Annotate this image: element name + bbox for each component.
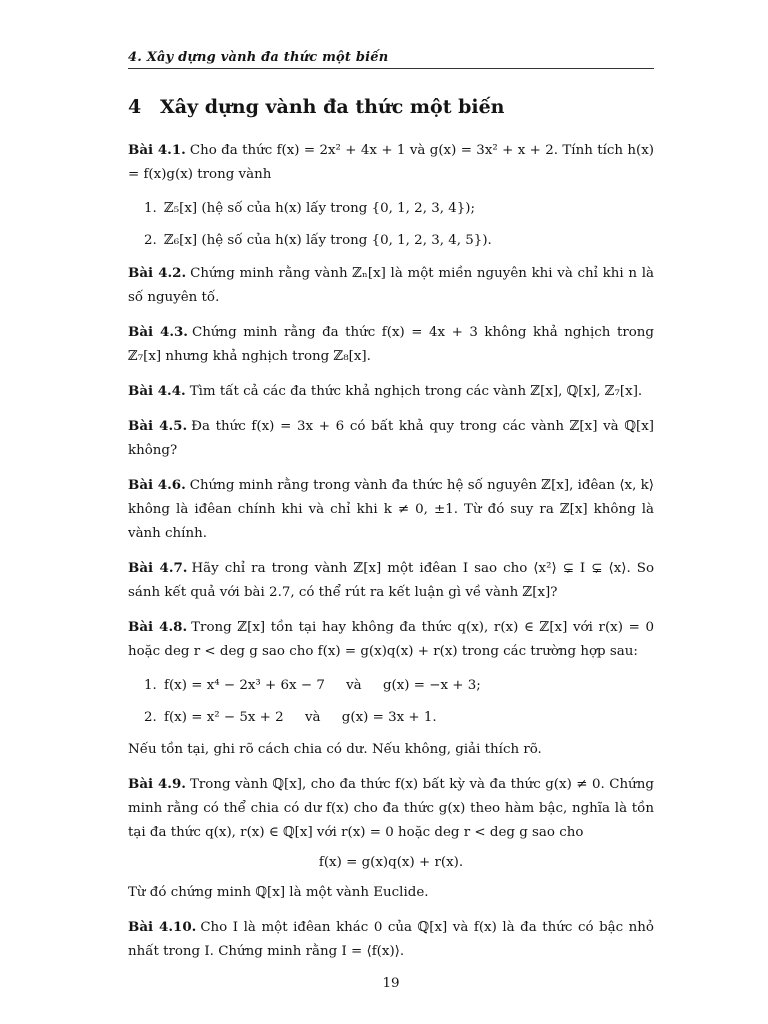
item-text: ℤ₆[x] (hệ số của h(x) lấy trong {0, 1, 2, 3, 4, 5}). — [164, 233, 492, 248]
exercise-4-4 — [128, 379, 654, 404]
exercise-label: Bài 4.5. — [128, 418, 188, 434]
list-item — [128, 197, 654, 221]
exercise-list — [128, 138, 654, 974]
display-equation: f(x) = g(x)q(x) + r(x). — [318, 855, 464, 870]
exercise-4-7 — [128, 556, 654, 605]
item-marker: 2. — [144, 710, 157, 725]
exercise-label: Bài 4.3. — [128, 324, 188, 340]
exercise-text: Cho I là một iđêan khác 0 của ℚ[x] và f(x) là đa thức có bậc nhỏ nhất trong I. Chứng minh rằng I = ⟨f(x)⟩. — [128, 920, 654, 959]
item-text: ℤ₅[x] (hệ số của h(x) lấy trong {0, 1, 2, 3, 4}); — [164, 201, 476, 216]
exercise-followup-text: Từ đó chứng minh ℚ[x] là một vành Euclide. — [128, 885, 429, 900]
section-number: 4 — [128, 96, 142, 118]
exercise-label: Bài 4.4. — [128, 383, 186, 399]
exercise-label: Bài 4.1. — [128, 142, 186, 158]
exercise-label: Bài 4.6. — [128, 477, 186, 493]
exercise-4-9 — [128, 772, 654, 905]
item-text: f(x) = x⁴ − 2x³ + 6x − 7 và g(x) = −x + 3; — [164, 678, 481, 693]
item-marker: 1. — [144, 201, 157, 216]
exercise-4-10 — [128, 915, 654, 964]
exercise-4-6 — [128, 473, 654, 546]
exercise-text: Tìm tất cả các đa thức khả nghịch trong các vành ℤ[x], ℚ[x], ℤ₇[x]. — [189, 384, 643, 399]
exercise-4-2 — [128, 261, 654, 310]
exercise-text: Chứng minh rằng vành ℤₙ[x] là một miền nguyên khi và chỉ khi n là số nguyên tố. — [128, 266, 654, 305]
list-item — [128, 674, 654, 698]
item-marker: 1. — [144, 678, 157, 693]
exercise-text: Đa thức f(x) = 3x + 6 có bất khả quy trong các vành ℤ[x] và ℚ[x] không? — [128, 419, 654, 458]
exercise-4-8 — [128, 615, 654, 762]
item-marker: 2. — [144, 233, 157, 248]
document-page — [128, 0, 654, 1024]
exercise-label: Bài 4.8. — [128, 619, 188, 635]
exercise-label: Bài 4.2. — [128, 265, 187, 281]
section-title-text: Xây dựng vành đa thức một biến — [160, 96, 505, 118]
running-head: 4. Xây dựng vành đa thức một biến — [128, 50, 654, 69]
exercise-text: Chứng minh rằng đa thức f(x) = 4x + 3 không khả nghịch trong ℤ₇[x] nhưng khả nghịch trong ℤ₈[x]. — [128, 325, 654, 364]
exercise-text: Trong vành ℚ[x], cho đa thức f(x) bất kỳ và đa thức g(x) ≠ 0. Chứng minh rằng có thể chia có dư f(x) cho đa thức g(x) theo hàm bậc, nghĩa là tồn tại đa thức q(x), r(x) ∈ ℚ[x] với r(x) = 0 hoặc deg r < deg g sao cho — [128, 777, 654, 840]
exercise-label: Bài 4.9. — [128, 776, 186, 792]
section-title — [128, 96, 505, 118]
exercise-sublist — [128, 674, 654, 730]
list-item — [128, 229, 654, 253]
exercise-sublist — [128, 197, 654, 253]
exercise-text: Hãy chỉ ra trong vành ℤ[x] một iđêan I sao cho ⟨x²⟩ ⊊ I ⊊ ⟨x⟩. So sánh kết quả với bài 2.7, có thể rút ra kết luận gì về vành ℤ[x]? — [128, 561, 655, 600]
exercise-text: Chứng minh rằng trong vành đa thức hệ số nguyên ℤ[x], iđêan ⟨x, k⟩ không là iđêan chính khi và chỉ khi k ≠ 0, ±1. Từ đó suy ra ℤ[x] không là vành chính. — [128, 478, 654, 541]
list-item — [128, 706, 654, 730]
exercise-label: Bài 4.7. — [128, 560, 188, 576]
exercise-label: Bài 4.10. — [128, 919, 197, 935]
exercise-4-5 — [128, 414, 654, 463]
page-number: 19 — [382, 976, 400, 991]
exercise-text: Trong ℤ[x] tồn tại hay không đa thức q(x), r(x) ∈ ℤ[x] với r(x) = 0 hoặc deg r < deg g sao cho f(x) = g(x)q(x) + r(x) trong các trường hợp sau: — [128, 620, 654, 659]
exercise-4-1 — [128, 138, 654, 253]
exercise-4-3 — [128, 320, 654, 369]
exercise-followup-text: Nếu tồn tại, ghi rõ cách chia có dư. Nếu không, giải thích rõ. — [128, 742, 542, 757]
exercise-text: Cho đa thức f(x) = 2x² + 4x + 1 và g(x) = 3x² + x + 2. Tính tích h(x) = f(x)g(x) trong vành — [128, 143, 654, 182]
item-text: f(x) = x² − 5x + 2 và g(x) = 3x + 1. — [164, 710, 437, 725]
